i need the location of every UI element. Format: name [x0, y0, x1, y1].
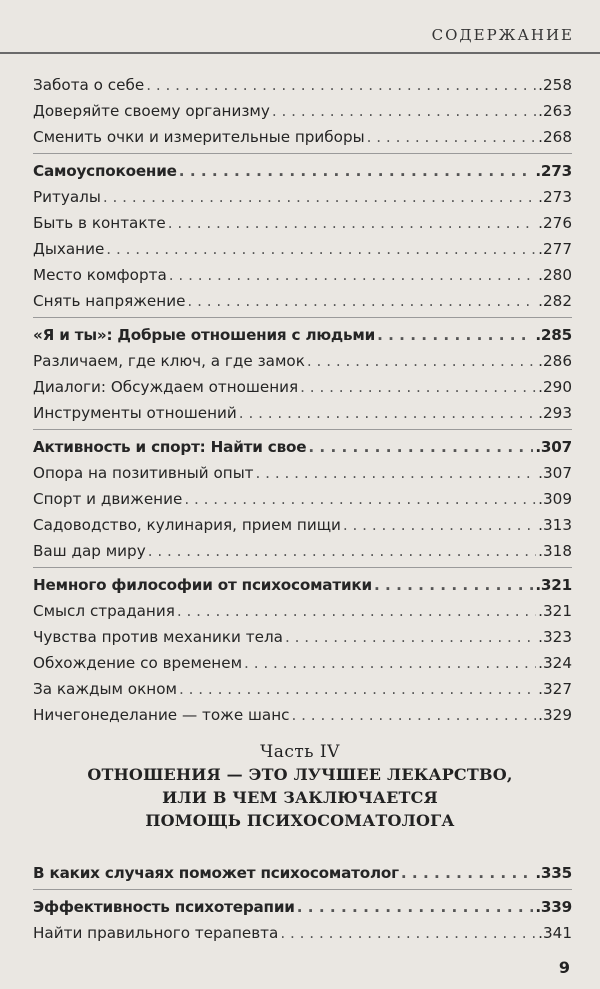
leader-dots [146, 72, 536, 98]
table-of-contents [33, 72, 572, 728]
toc-entry-page: .318 [538, 542, 572, 560]
toc-section-heading[interactable] [33, 894, 572, 920]
toc-entry[interactable] [33, 538, 572, 564]
page-number: 9 [558, 958, 570, 977]
leader-dots [377, 322, 533, 348]
toc-entry-page: .327 [538, 680, 572, 698]
toc-entry-title: Дыхание [33, 240, 105, 258]
toc-entry-title: «Я и ты»: Добрые отношения с людьми [33, 326, 376, 344]
toc-section-heading[interactable] [33, 572, 572, 598]
toc-entry[interactable] [33, 920, 572, 946]
toc-entry[interactable] [33, 702, 572, 728]
part-title-line: ОТНОШЕНИЯ — ЭТО ЛУЧШЕЕ ЛЕКАРСТВО, [87, 765, 513, 784]
leader-dots [103, 184, 536, 210]
toc-entry-title: Эффективность психотерапии [33, 898, 295, 916]
toc-entry-title: Немного философии от психосоматики [33, 576, 372, 594]
toc-entry-title: Снять напряжение [33, 292, 186, 310]
toc-entry-page: .335 [535, 864, 572, 882]
part-title-line: ИЛИ В ЧЕМ ЗАКЛЮЧАЕТСЯ [162, 788, 438, 807]
toc-entry-page: .286 [538, 352, 572, 370]
leader-dots [272, 98, 536, 124]
toc-entry[interactable] [33, 288, 572, 314]
toc-entry[interactable] [33, 98, 572, 124]
toc-entry-page: .293 [538, 404, 572, 422]
toc-entry-page: .309 [538, 490, 572, 508]
leader-dots [343, 512, 536, 538]
toc-entry[interactable] [33, 374, 572, 400]
toc-entry-page: .273 [538, 188, 572, 206]
toc-section-heading[interactable] [33, 322, 572, 348]
toc-entry-title: Найти правильного терапевта [33, 924, 279, 942]
toc-entry[interactable] [33, 184, 572, 210]
section-divider [33, 567, 572, 568]
section-divider [33, 153, 572, 154]
leader-dots [106, 236, 536, 262]
toc-entry-page: .313 [538, 516, 572, 534]
toc-entry-page: .280 [538, 266, 572, 284]
leader-dots [285, 624, 536, 650]
leader-dots [307, 348, 536, 374]
toc-entry-title: Инструменты отношений [33, 404, 237, 422]
toc-entry-page: .273 [535, 162, 572, 180]
toc-entry-page: .276 [538, 214, 572, 232]
toc-entry-page: .307 [535, 438, 572, 456]
toc-entry-title: Активность и спорт: Найти свое [33, 438, 307, 456]
toc-entry[interactable] [33, 210, 572, 236]
part-number: Часть IV [260, 742, 340, 762]
toc-entry-page: .307 [538, 464, 572, 482]
leader-dots [297, 894, 534, 920]
toc-entry-title: Смысл страдания [33, 602, 175, 620]
leader-dots [168, 210, 536, 236]
toc-entry-page: .282 [538, 292, 572, 310]
toc-entry-title: Диалоги: Обсуждаем отношения [33, 378, 299, 396]
table-of-contents-part4 [33, 860, 572, 946]
leader-dots [187, 288, 536, 314]
toc-entry[interactable] [33, 598, 572, 624]
toc-entry-title: Чувства против механики тела [33, 628, 283, 646]
toc-entry-page: .341 [538, 924, 572, 942]
leader-dots [308, 434, 533, 460]
toc-entry-page: .258 [538, 76, 572, 94]
part-title-line: ПОМОЩЬ ПСИХОСОМАТОЛОГА [145, 811, 455, 830]
running-head: СОДЕРЖАНИЕ [431, 26, 574, 44]
toc-entry-title: Спорт и движение [33, 490, 183, 508]
toc-entry-title: Опора на позитивный опыт [33, 464, 254, 482]
toc-entry-title: За каждым окном [33, 680, 177, 698]
toc-entry-page: .285 [535, 326, 572, 344]
toc-entry[interactable] [33, 460, 572, 486]
toc-entry-page: .321 [538, 602, 572, 620]
leader-dots [184, 486, 536, 512]
toc-entry-page: .321 [535, 576, 572, 594]
leader-dots [256, 460, 537, 486]
leader-dots [244, 650, 536, 676]
toc-entry-title: Ритуалы [33, 188, 101, 206]
toc-entry-title: В каких случаях поможет психосоматолог [33, 864, 399, 882]
toc-entry-page: .329 [538, 706, 572, 724]
section-divider [33, 889, 572, 890]
toc-entry[interactable] [33, 512, 572, 538]
header-rule [0, 52, 600, 54]
toc-entry[interactable] [33, 72, 572, 98]
toc-entry-title: Садоводство, кулинария, прием пищи [33, 516, 341, 534]
toc-section-heading[interactable] [33, 434, 572, 460]
section-divider [33, 317, 572, 318]
toc-entry[interactable] [33, 124, 572, 150]
toc-entry-page: .339 [535, 898, 572, 916]
toc-entry-title: Доверяйте своему организму [33, 102, 270, 120]
section-divider [33, 429, 572, 430]
leader-dots [179, 158, 534, 184]
toc-entry-title: Место комфорта [33, 266, 167, 284]
toc-entry[interactable] [33, 486, 572, 512]
leader-dots [239, 400, 536, 426]
toc-entry-page: .324 [538, 654, 572, 672]
toc-entry[interactable] [33, 236, 572, 262]
leader-dots [374, 572, 533, 598]
toc-entry-title: Быть в контакте [33, 214, 166, 232]
toc-entry-title: Ваш дар миру [33, 542, 146, 560]
toc-entry-title: Обхождение со временем [33, 654, 243, 672]
leader-dots [401, 860, 533, 886]
toc-entry-page: .268 [538, 128, 572, 146]
toc-entry[interactable] [33, 400, 572, 426]
toc-entry[interactable] [33, 650, 572, 676]
toc-entry-page: .263 [538, 102, 572, 120]
toc-entry-page: .277 [538, 240, 572, 258]
toc-entry-title: Ничегонеделание — тоже шанс [33, 706, 290, 724]
leader-dots [367, 124, 537, 150]
leader-dots [169, 262, 536, 288]
leader-dots [291, 702, 536, 728]
leader-dots [148, 538, 536, 564]
leader-dots [179, 676, 536, 702]
toc-entry-title: Сменить очки и измерительные приборы [33, 128, 365, 146]
toc-entry-title: Самоуспокоение [33, 162, 177, 180]
toc-section-heading[interactable] [33, 860, 572, 886]
toc-entry-title: Забота о себе [33, 76, 145, 94]
toc-entry[interactable] [33, 676, 572, 702]
leader-dots [177, 598, 536, 624]
toc-entry[interactable] [33, 262, 572, 288]
leader-dots [300, 374, 536, 400]
toc-entry[interactable] [33, 624, 572, 650]
toc-entry-page: .323 [538, 628, 572, 646]
leader-dots [280, 920, 536, 946]
part-heading [0, 741, 600, 832]
toc-entry-title: Различаем, где ключ, а где замок [33, 352, 305, 370]
toc-section-heading[interactable] [33, 158, 572, 184]
toc-entry-page: .290 [538, 378, 572, 396]
toc-entry[interactable] [33, 348, 572, 374]
